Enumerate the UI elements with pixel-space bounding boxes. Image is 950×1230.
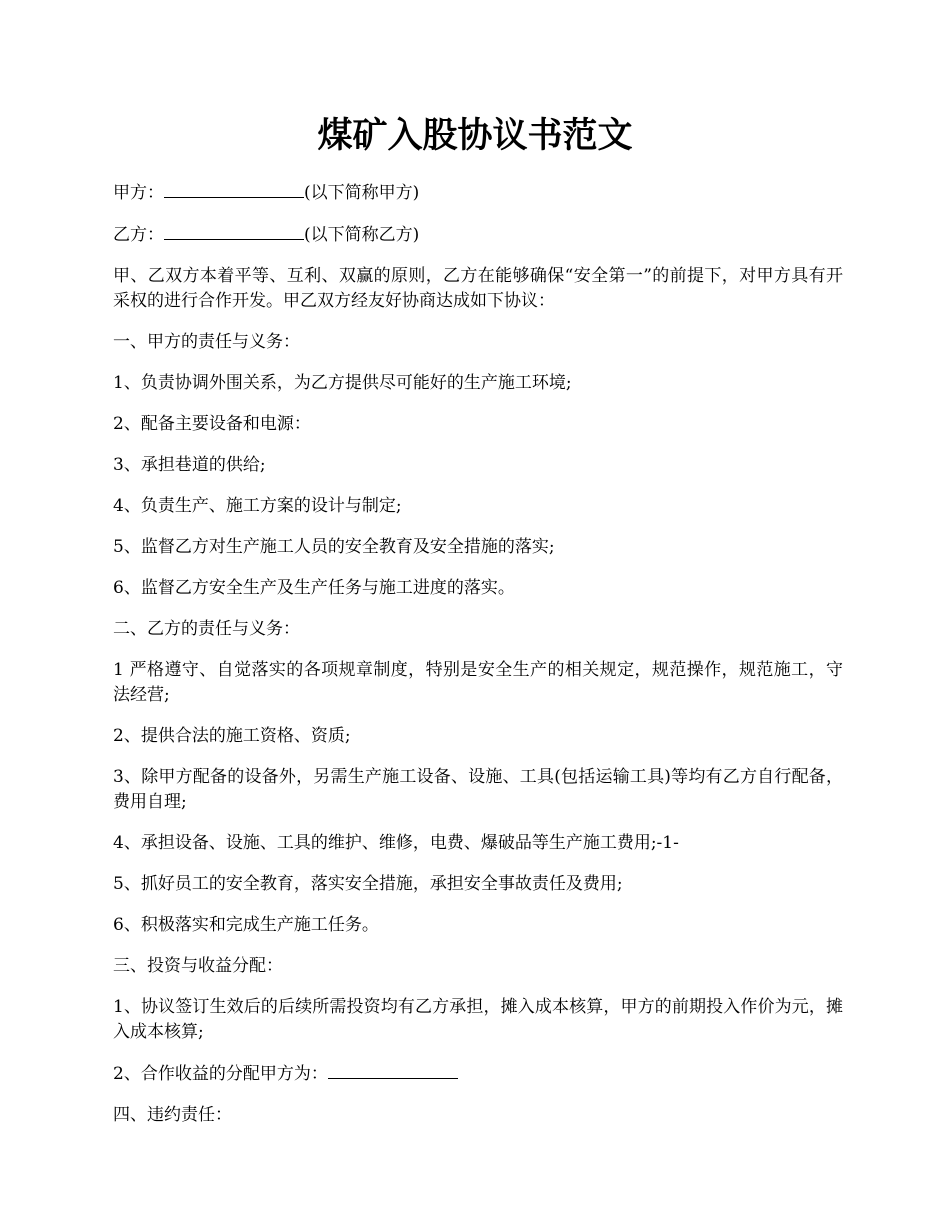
party-a-suffix: (以下简称甲方) bbox=[304, 183, 420, 203]
intro-paragraph: 甲、乙双方本着平等、互利、双赢的原则，乙方在能够确保“安全第一”的前提下，对甲方具有开采权的进行合作开发。甲乙双方经友好协商达成如下协议： bbox=[113, 266, 843, 311]
section-2-item: 2、提供合法的施工资格、资质; bbox=[113, 726, 351, 746]
document-body bbox=[113, 180, 843, 1144]
section-3-item-2-prefix: 2、合作收益的分配甲方为： bbox=[113, 1064, 328, 1084]
section-1-item: 3、承担巷道的供给; bbox=[113, 455, 266, 475]
party-b-prefix: 乙方： bbox=[113, 225, 164, 245]
section-2-item: 3、除甲方配备的设备外，另需生产施工设备、设施、工具(包括运输工具)等均有乙方自行配备，费用自理; bbox=[113, 767, 843, 812]
document-title: 煤矿入股协议书范文 bbox=[317, 115, 633, 156]
section-1-item: 2、配备主要设备和电源： bbox=[113, 414, 311, 434]
section-3-item-2 bbox=[113, 1061, 843, 1087]
party-a-prefix: 甲方： bbox=[113, 183, 164, 203]
party-a-blank bbox=[164, 180, 304, 198]
section-2-item: 4、承担设备、设施、工具的维护、维修，电费、爆破品等生产施工费用;-1- bbox=[113, 833, 679, 853]
party-b-suffix: (以下简称乙方) bbox=[304, 225, 420, 245]
section-2-item: 1 严格遵守、自觉落实的各项规章制度，特别是安全生产的相关规定，规范操作，规范施工，守法经营; bbox=[113, 660, 843, 705]
section-1-item: 5、监督乙方对生产施工人员的安全教育及安全措施的落实; bbox=[113, 537, 555, 557]
section-1-item: 4、负责生产、施工方案的设计与制定; bbox=[113, 496, 402, 516]
party-a-line bbox=[113, 180, 843, 206]
section-1-item: 1、负责协调外围关系，为乙方提供尽可能好的生产施工环境; bbox=[113, 373, 572, 393]
profit-share-blank bbox=[328, 1061, 458, 1079]
section-3-item-1: 1、协议签订生效后的后续所需投资均有乙方承担，摊入成本核算，甲方的前期投入作价为元，摊入成本核算; bbox=[113, 997, 843, 1042]
section-2-item: 5、抓好员工的安全教育，落实安全措施，承担安全事故责任及费用; bbox=[113, 874, 623, 894]
party-b-blank bbox=[164, 222, 304, 240]
section-1-item: 6、监督乙方安全生产及生产任务与施工进度的落实。 bbox=[113, 578, 515, 598]
section-2-item: 6、积极落实和完成生产施工任务。 bbox=[113, 915, 379, 935]
section-2-heading: 二、乙方的责任与义务： bbox=[113, 619, 300, 639]
party-b-line bbox=[113, 222, 843, 248]
section-3-heading: 三、投资与收益分配： bbox=[113, 956, 283, 976]
section-4-heading: 四、违约责任： bbox=[113, 1105, 232, 1125]
section-1-heading: 一、甲方的责任与义务： bbox=[113, 332, 300, 352]
